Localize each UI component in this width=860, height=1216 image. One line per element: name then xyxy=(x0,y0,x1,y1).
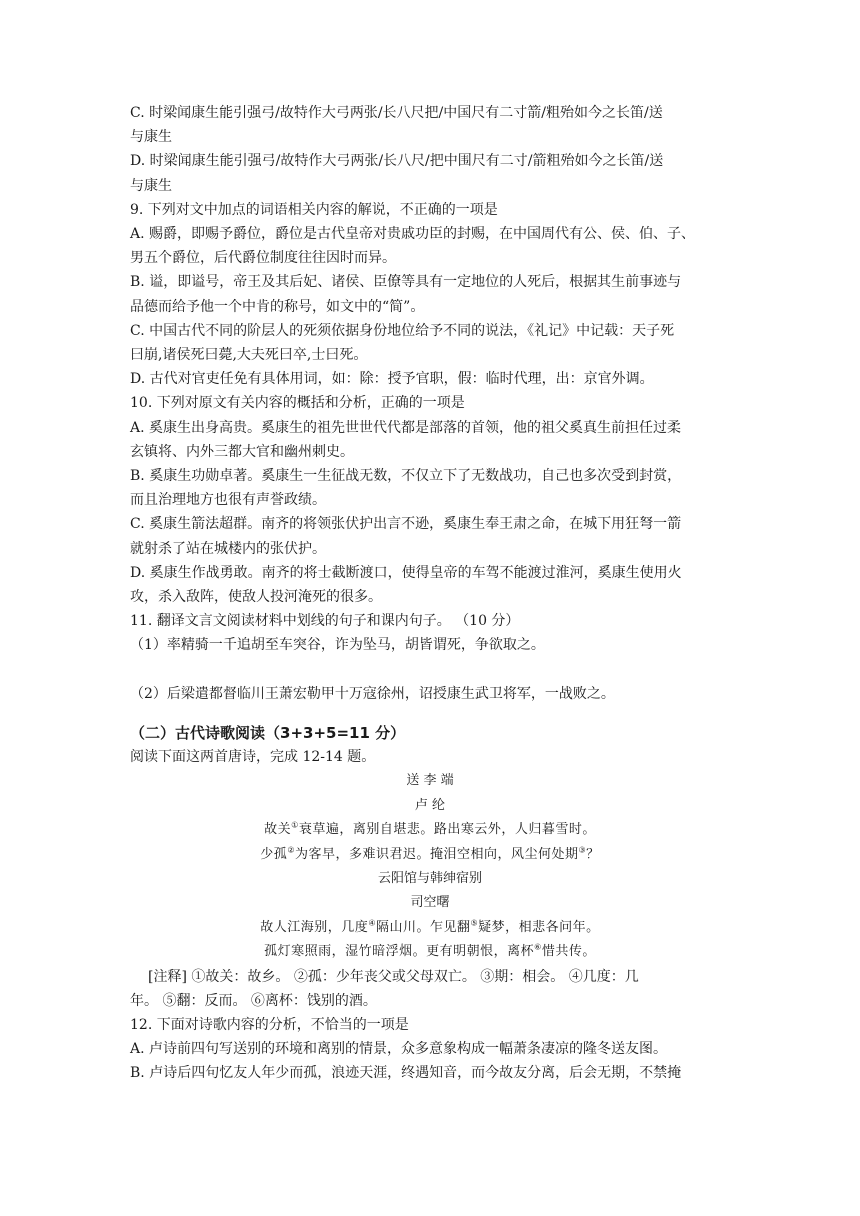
footnote-marker: ⑤ xyxy=(470,918,479,928)
poem-2-line-2 xyxy=(130,940,730,964)
text-line: 玄镇将、内外三都大官和幽州刺史。 xyxy=(130,443,354,460)
text-line: A. 赐爵，即赐予爵位，爵位是古代皇帝对贵戚功臣的封赐，在中国周代有公、侯、伯、子、 xyxy=(130,226,696,243)
text-line: 9. 下列对文中加点的词语相关内容的解说，不正确的一项是 xyxy=(130,201,498,218)
annotations xyxy=(130,965,730,1013)
text-line: 品德而给予他一个中肯的称号，如文中的“简”。 xyxy=(130,298,425,315)
poem-text: 惜共传。 xyxy=(541,944,596,960)
text-line: 10. 下列对原文有关内容的概括和分析，正确的一项是 xyxy=(130,395,465,412)
footnote-marker: ③ xyxy=(578,845,587,855)
poem-text: 故关 xyxy=(264,822,292,838)
poem-1-line-2 xyxy=(130,843,730,867)
poem-1 xyxy=(130,769,730,867)
text-line: 与康生 xyxy=(130,129,172,146)
question-11-item-2: （2）后梁遣都督临川王萧宏勒甲十万寇徐州，诏授康生武卫将军，一战败之。 xyxy=(130,685,615,702)
annotation-line: 年。 ⑤翻：反而。 ⑥离杯：饯别的酒。 xyxy=(130,992,377,1009)
section-intro: 阅读下面这两首唐诗，完成 12-14 题。 xyxy=(130,749,376,766)
text-line: C. 奚康生箭法超群。南齐的将领张伏护出言不逊，奚康生奉王肃之命，在城下用狂弩一箭 xyxy=(130,516,682,533)
text-line: D. 古代对官吏任免有具体用词，如：除：授予官职，假：临时代理，出：京官外调。 xyxy=(130,371,654,388)
text-line: 攻，杀入敌阵，使敌人投河淹死的很多。 xyxy=(130,589,382,606)
text-line: （1）率精骑一千追胡至车突谷，诈为坠马，胡皆谓死，争欲取之。 xyxy=(130,637,545,654)
text-line: C. 中国古代不同的阶层人的死须依据身份地位给予不同的说法，《礼记》中记载：天子死 xyxy=(130,322,675,339)
text-line: B. 卢诗后四句忆友人年少而孤，浪迹天涯，终遇知音，而今故友分离，后会无期，不禁掩 xyxy=(130,1065,682,1082)
text-line: D. 奚康生作战勇敢。南齐的将士截断渡口，使得皇帝的车驾不能渡过淮河，奚康生使用火 xyxy=(130,564,682,581)
text-line: B. 奚康生功勋卓著。奚康生一生征战无数，不仅立下了无数战功，自己也多次受到封赏， xyxy=(130,468,682,485)
document-page xyxy=(130,101,730,1086)
text-line: B. 谥，即谥号，帝王及其后妃、诸侯、臣僚等具有一定地位的人死后，根据其生前事迹与 xyxy=(130,274,682,291)
poem-2-line-1 xyxy=(130,916,730,940)
passage-questions-block xyxy=(130,101,730,658)
text-line: 12. 下面对诗歌内容的分析，不恰当的一项是 xyxy=(130,1016,409,1033)
poem-text: 隔山川。乍见翻 xyxy=(375,919,471,935)
poem-text: 少孤 xyxy=(260,846,288,862)
poem-2-title: 云阳馆与韩绅宿别 xyxy=(377,870,482,886)
text-line: 而且治理地方也很有声誉政绩。 xyxy=(130,492,326,509)
poem-1-author: 卢 纶 xyxy=(414,797,446,813)
footnote-marker: ① xyxy=(291,820,299,830)
poem-1-line-1 xyxy=(130,818,730,842)
poem-1-title: 送 李 端 xyxy=(406,773,454,789)
poem-text: 为客早，多难识君迟。掩泪空相向，风尘何处期 xyxy=(294,846,579,862)
text-line: 曰崩,诸侯死曰薨,大夫死曰卒,士曰死。 xyxy=(130,347,368,364)
answer-space xyxy=(130,658,730,682)
poem-text: 故人江海别，几度 xyxy=(260,919,369,935)
text-line: A. 卢诗前四句写送别的环境和离别的情景，众多意象构成一幅萧条凄凉的隆冬送友图。 xyxy=(130,1041,668,1058)
text-line: 男五个爵位，后代爵位制度往往因时而异。 xyxy=(130,250,396,267)
footnote-marker: ② xyxy=(287,845,295,855)
poem-2 xyxy=(130,867,730,965)
text-line: A. 奚康生出身高贵。奚康生的祖先世世代代都是部落的首领，他的祖父奚真生前担任过柔 xyxy=(130,419,682,436)
spacer xyxy=(130,706,730,717)
poem-2-author: 司空曙 xyxy=(410,895,450,911)
poem-text: 疑梦，相悲各问年。 xyxy=(478,919,600,935)
text-line: 11. 翻译文言文阅读材料中划线的句子和课内句子。 （10 分） xyxy=(130,613,520,630)
text-line: D. 时梁闻康生能引强弓/故特作大弓两张/长八尺/把中围尺有二寸/箭粗殆如今之长笛/送 xyxy=(130,153,664,170)
text-line: 与康生 xyxy=(130,177,172,194)
question-12-block xyxy=(130,1013,730,1086)
footnote-marker: ⑥ xyxy=(534,942,542,952)
poem-text: 孤灯寒照雨，湿竹暗浮烟。更有明朝恨，离杯 xyxy=(264,944,535,960)
section-title: （二）古代诗歌阅读（3+3+5=11 分） xyxy=(130,723,406,742)
poem-text: ？ xyxy=(586,846,600,862)
poem-text: 衰草遍，离别自堪悲。路出寒云外，人归暮雪时。 xyxy=(298,822,596,838)
annotation-line: [注释] ①故关：故乡。 ②孤：少年丧父或父母双亡。 ③期：相会。 ④几度：几 xyxy=(148,968,639,985)
footnote-marker: ④ xyxy=(368,918,376,928)
text-line: 就射杀了站在城楼内的张伏护。 xyxy=(130,540,326,557)
text-line: C. 时梁闻康生能引强弓/故特作大弓两张/长八尺把/中国尺有二寸箭/粗殆如今之长笛/送 xyxy=(130,105,663,121)
